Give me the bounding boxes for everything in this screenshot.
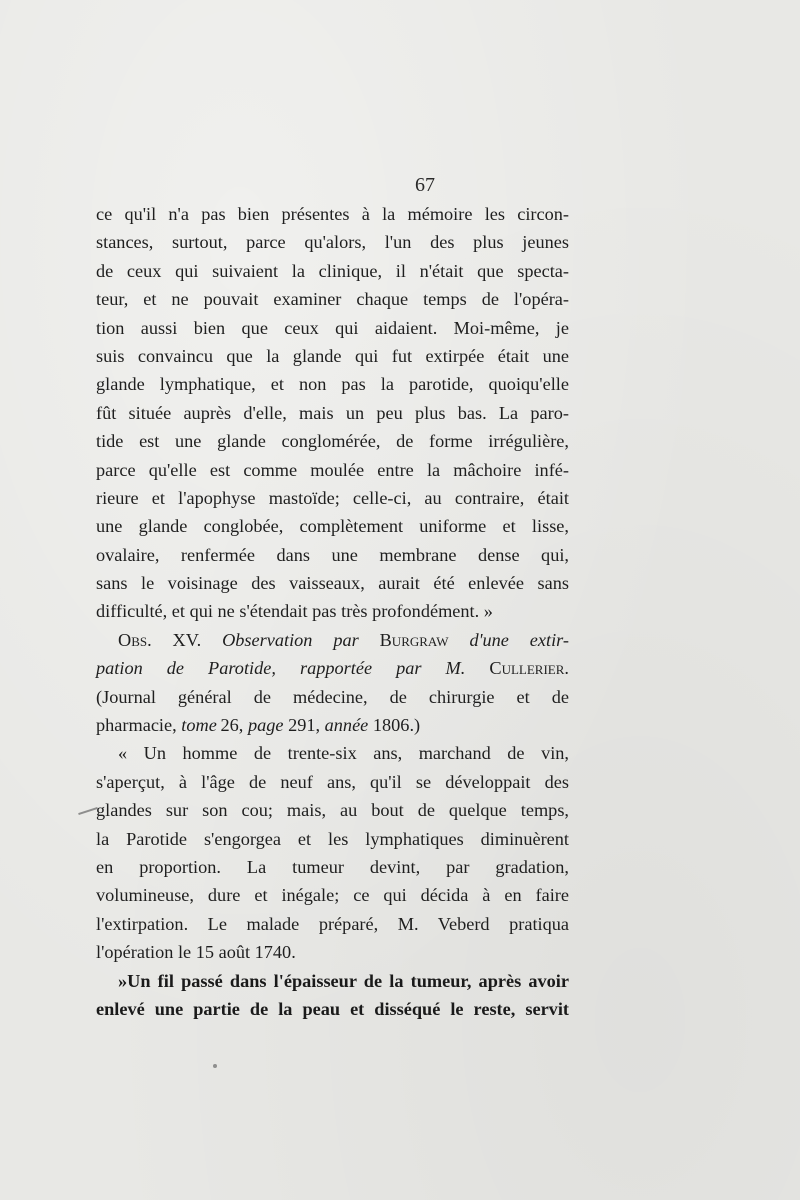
observation-author: Burgraw: [379, 629, 449, 650]
citation-page-label: page: [247, 715, 284, 736]
observation-title-cont: d'une extir-: [469, 629, 569, 650]
text-line: en proportion. La tumeur devint, par gradation,: [96, 856, 569, 877]
citation-annee-value: 1806.): [372, 715, 421, 736]
text-line: tide est une glande conglomérée, de forme irrégulière,: [96, 431, 569, 452]
text-line: teur, et ne pouvait examiner chaque temps de l'opéra-: [96, 289, 569, 310]
text-line: sans le voisinage des vaisseaux, aurait été enlevée sans: [96, 573, 569, 594]
observation-title: Observation par: [222, 629, 359, 650]
text-line: glande lymphatique, et non pas la parotide, quoiqu'elle: [96, 374, 569, 395]
observation-heading-line: [96, 626, 569, 654]
text-line: suis convaincu que la glande qui fut extirpée était une: [96, 345, 569, 366]
text-line: s'aperçut, à l'âge de neuf ans, qu'il se développait des: [96, 771, 569, 792]
text-line: une glande conglobée, complètement uniforme et lisse,: [96, 516, 569, 537]
paper-speck: [213, 1064, 217, 1068]
text-line: ce qu'il n'a pas bien présentes à la mémoire les circon-: [96, 204, 569, 224]
text-line: enlevé une partie de la peau et disséqué le reste, servit: [96, 998, 569, 1019]
text-line: l'extirpation. Le malade préparé, M. Veberd pratiqua: [96, 913, 569, 934]
observation-label: Obs. XV.: [118, 629, 202, 650]
observation-heading-line: [96, 654, 569, 682]
text-line: »Un fil passé dans l'épaisseur de la tumeur, après avoir: [118, 970, 569, 991]
text-line: la Parotide s'engorgea et les lymphatiques diminuèrent: [96, 828, 569, 849]
text-line: difficulté, et qui ne s'étendait pas très profondément. »: [96, 601, 493, 622]
text-line: parce qu'elle est comme moulée entre la mâchoire infé-: [96, 459, 569, 480]
citation-annee-label: année: [324, 715, 369, 736]
body-text: [96, 200, 569, 1023]
citation-line: [96, 711, 569, 739]
text-line: tion aussi bien que ceux qui aidaient. Moi-même, je: [96, 317, 569, 338]
citation-journal-end: pharmacie,: [96, 715, 177, 736]
citation-tome-value: 26,: [220, 715, 244, 736]
text-line: volumineuse, dure et inégale; ce qui décida à en faire: [96, 885, 569, 906]
observation-title-cont: pation de Parotide, rapportée par M.: [96, 658, 466, 679]
citation-tome-label: tome: [181, 715, 217, 736]
citation-line: (Journal général de médecine, de chirurgie et de: [96, 686, 569, 707]
text-line: « Un homme de trente-six ans, marchand de vin,: [118, 743, 569, 764]
citation-page-value: 291,: [288, 715, 321, 736]
text-line: de ceux qui suivaient la clinique, il n'était que specta-: [96, 260, 569, 281]
text-line: l'opération le 15 août 1740.: [96, 942, 296, 963]
text-line: rieure et l'apophyse mastoïde; celle-ci, au contraire, était: [96, 487, 569, 508]
text-line: stances, surtout, parce qu'alors, l'un des plus jeunes: [96, 232, 569, 253]
ink-smudge: [78, 807, 98, 815]
page-number: 67: [415, 174, 435, 196]
observation-reporter: Cullerier.: [489, 658, 569, 679]
text-line: ovalaire, renfermée dans une membrane dense qui,: [96, 544, 569, 565]
text-line: glandes sur son cou; mais, au bout de quelque temps,: [96, 800, 569, 821]
text-line: fût située auprès d'elle, mais un peu plus bas. La paro-: [96, 402, 569, 423]
